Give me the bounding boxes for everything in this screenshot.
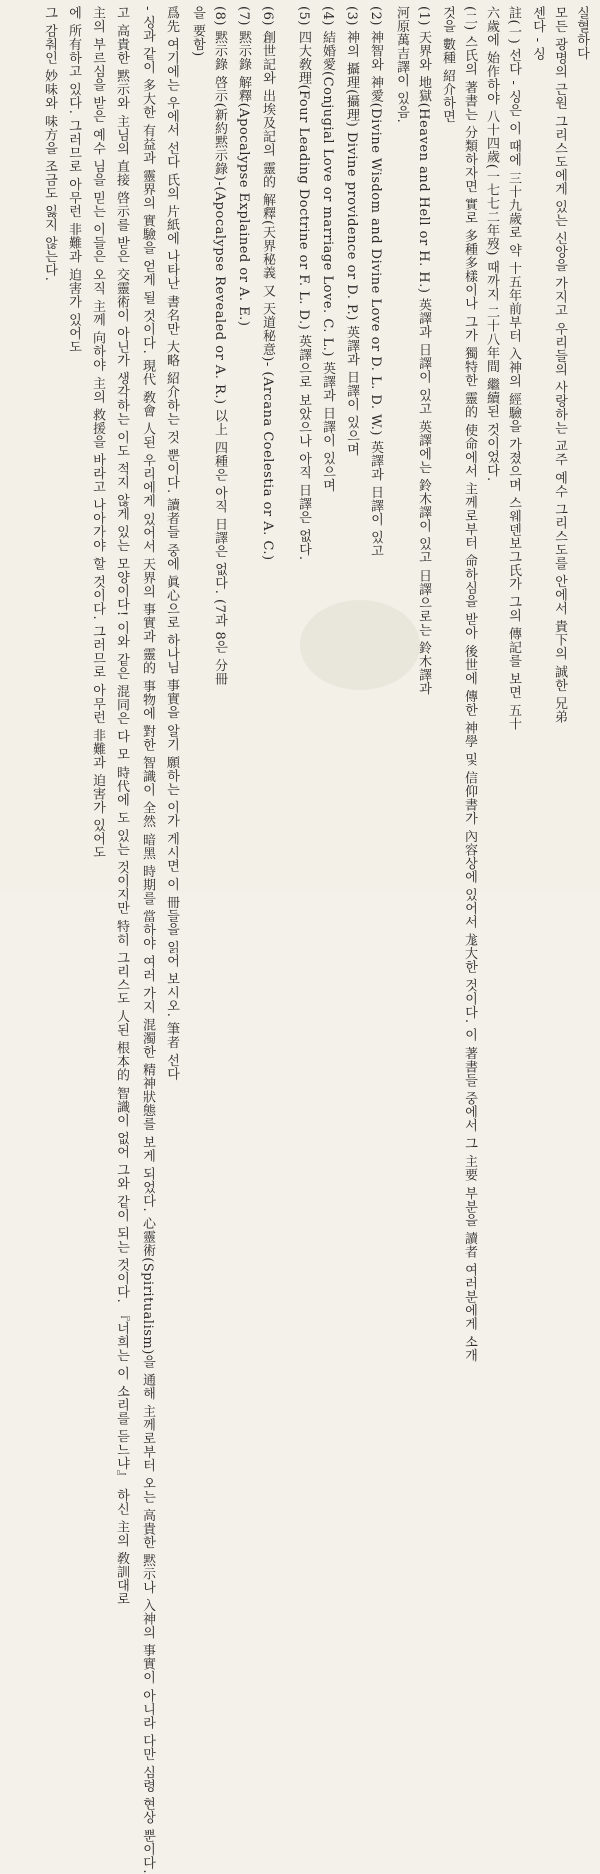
- text-column: (8) 黙示錄 啓示(新約黙示錄)-(Apocalypse Revealed or A. R.) 以上 四種은 아직 日譯은 없다. (7과 8은 分冊: [212, 6, 227, 686]
- text-column: (7) 黙示錄 解釋(Apocalypse Explained or A. E.): [236, 6, 251, 327]
- text-column: 主의 부르심을 받은 예수 님을 믿는 이들은 오직 主께 向하야 主의 救援을 바라고 나아가야 할 것이다. 그러므로 아무런 非難과 迫害가 있어도: [90, 6, 105, 860]
- text-column: 그 감춰인 妙味와 味方을 조금도 잃지 않는다.: [42, 6, 57, 282]
- text-column: (6) 創世記와 出埃及記의 靈的 解釋(天界秘義 又 天道秘意)- (Arcana Coelestia or A. C.): [260, 6, 275, 561]
- text-column: (2) 神智와 神愛(Divine Wisdom and Divine Love or D. L. D. W.) 英譯과 日譯이 있고: [368, 6, 383, 558]
- text-column: 을 要함): [190, 6, 205, 57]
- text-column: (1) 天界와 地獄(Heaven and Hell or H. H.) 英譯과 日譯이 있고 英譯에는 鈴木譯이 있고 日譯으로는 鈴木譯과: [416, 6, 431, 696]
- text-column: 爲先 여기에는 우에서 선다 氏의 片紙에 나타난 書名만 大略 紹介하는 것 뿐이다. 讀者들 중에 眞心으로 하나님 事實을 알기 願하는 이가 게시면 이 冊들을 읽어 보시오. 筆者 선다: [164, 6, 179, 1081]
- text-column: 모든 광명의 근원 그리스도에게 있는 신앙을 가지고 우리들의 사랑하는 교주 예수 그리스도를 안에서 貴下의 誠한 兄弟: [552, 6, 567, 724]
- text-column: (4) 結婚愛(Conjugial Love or marriage Love. C. L.) 英譯과 日譯이 있으며: [320, 6, 335, 493]
- text-column: 河原萬吉譯이 있음.: [394, 6, 409, 124]
- text-column: 실혈하다: [574, 6, 589, 60]
- text-column: 註(一) 선다 - 싱은 이 때에 三十九歲로 약 十五年前부터 入神의 經驗을 가졌으며 스웨덴보그氏가 그의 傳記를 보면 五十: [506, 6, 521, 731]
- text-column: 六歲에 始作하야 八十四歲(一七七二年歿) 때까지 二十八年間 繼續된 것이었다.: [484, 6, 499, 482]
- text-column: 에 所有하고 있다. 그러므로 아무런 非難과 迫害가 있어도: [66, 6, 81, 354]
- text-column: (二) 스氏의 著書는 分類하자면 實로 多種多樣이나 그가 獨特한 靈的 使命에서 主께로부터 命하심을 받아 後世에 傳한 神學 및 信仰書가 內容상에 있어서 尨大한 것이다. 이 著書들 중에서 그 主要 부분을 讀者 여러분에게 소개: [462, 6, 477, 1363]
- text-column: (3) 神의 攝理(攝理) Divine providence or D. P.) 英譯과 日譯이 있으며: [344, 6, 359, 457]
- text-column: 센다 - 싱: [530, 6, 545, 61]
- text-column: (5) 四大敎理(Four Leading Doctrine or F. L. D.) 英譯으로 보았으나 아직 日譯은 없다.: [296, 6, 311, 561]
- text-column: 것을 數種 紹介하면: [440, 6, 455, 124]
- text-column: - 싱과 같이 多大한 有益과 靈界의 實驗을 얻게 될 것이다. 現代 敎會 人된 우리에게 있어서 天界의 事實과 靈的 事物에 對한 智識이 全然 暗黑 時期를 當하야 여러 가지 混濁한 精神狀態를 보게 되었다. 心靈術(Spiritualism)을 通해 主께로부터 오는 高貴한 黙示나 入神의 事實이 아니라 다만 심령 현상 뿐이다.: [140, 6, 155, 1874]
- text-column: 고 高貴한 黙示와 主님의 直接 啓示를 받은 交靈術이 아닌가 생각하는 이도 적지 않게 있는 모양이다! 이와 같은 混同은 다 모 時代에 도 있는 것이지만 特히 그리스도 人된 根本的 智識이 없어 그와 같이 되는 것이다. 『너희는 이 소리를 듣느냐』 하신 主의 敎訓대로: [114, 6, 129, 1606]
